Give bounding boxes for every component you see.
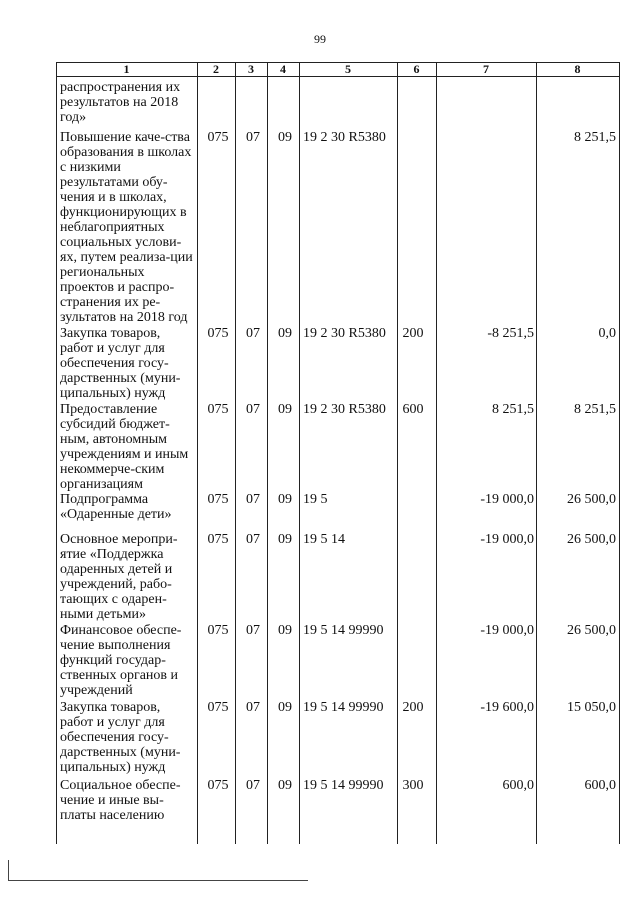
row-c4-cell: 09	[278, 326, 292, 341]
row-c3-cell: 07	[246, 623, 260, 638]
row-c4-cell: 09	[278, 532, 292, 547]
row-c7-cell: 600,0	[502, 778, 534, 793]
row-c3-cell: 07	[246, 532, 260, 547]
row-c5-cell: 19 5 14 99990	[303, 623, 384, 638]
row-name-cell: Закупка товаров, работ и услуг для обеспечения госу-дарственных (муни-ципальных) нужд	[60, 326, 181, 401]
table-border-left	[56, 62, 57, 844]
row-c4-cell: 09	[278, 130, 292, 145]
row-c2-cell: 075	[207, 402, 229, 417]
row-c7-cell: -19 000,0	[480, 623, 534, 638]
row-c3-cell: 07	[246, 130, 260, 145]
row-c8-cell: 8 251,5	[574, 402, 616, 417]
row-c8-cell: 26 500,0	[567, 623, 616, 638]
row-c4-cell: 09	[278, 778, 292, 793]
row-name-cell: Основное меропри-ятие «Поддержка одаренных детей и учреждений, рабо-тающих с одарен-ными детьми»	[60, 532, 178, 622]
column-header-5: 5	[345, 62, 351, 76]
row-name-cell: распространения их результатов на 2018 год»	[60, 80, 181, 125]
column-divider	[397, 62, 398, 844]
column-divider	[197, 62, 198, 844]
row-c2-cell: 075	[207, 623, 229, 638]
row-c5-cell: 19 5 14	[303, 532, 345, 547]
column-header-1: 1	[123, 62, 130, 76]
row-c3-cell: 07	[246, 326, 260, 341]
row-c2-cell: 075	[207, 130, 229, 145]
row-c6-cell: 300	[402, 778, 424, 793]
page-number: 99	[314, 32, 326, 46]
row-c5-cell: 19 5 14 99990	[303, 778, 384, 793]
column-header-3: 3	[248, 62, 254, 76]
row-c6-cell: 600	[402, 402, 424, 417]
row-c5-cell: 19 2 30 R5380	[303, 402, 386, 417]
row-c5-cell: 19 5	[303, 492, 328, 507]
column-header-2: 2	[213, 62, 219, 76]
row-c7-cell: -19 000,0	[480, 532, 534, 547]
column-header-7: 7	[483, 62, 489, 76]
row-c8-cell: 0,0	[598, 326, 616, 341]
row-c6-cell: 200	[402, 700, 424, 715]
row-c2-cell: 075	[207, 778, 229, 793]
column-divider	[299, 62, 300, 844]
row-c8-cell: 600,0	[584, 778, 616, 793]
row-c2-cell: 075	[207, 532, 229, 547]
row-name-cell: Финансовое обеспе-чение выполнения функций государ-ственных органов и учреждений	[60, 623, 182, 698]
row-c4-cell: 09	[278, 623, 292, 638]
row-c8-cell: 15 050,0	[567, 700, 616, 715]
column-divider	[536, 62, 537, 844]
column-header-8: 8	[574, 62, 581, 76]
row-c8-cell: 26 500,0	[567, 492, 616, 507]
column-divider	[436, 62, 437, 844]
row-c7-cell: -19 600,0	[480, 700, 534, 715]
row-c2-cell: 075	[207, 492, 229, 507]
row-c3-cell: 07	[246, 778, 260, 793]
table-border-right	[619, 62, 620, 844]
column-divider	[235, 62, 236, 844]
column-header-4: 4	[280, 62, 286, 76]
row-name-cell: Подпрограмма «Одаренные дети»	[60, 492, 172, 522]
header-bottom-border	[56, 76, 620, 77]
budget-table	[56, 62, 620, 844]
row-c4-cell: 09	[278, 402, 292, 417]
row-c5-cell: 19 5 14 99990	[303, 700, 384, 715]
row-c2-cell: 075	[207, 326, 229, 341]
row-c6-cell: 200	[402, 326, 424, 341]
row-c7-cell: 8 251,5	[492, 402, 534, 417]
row-c7-cell: -8 251,5	[487, 326, 534, 341]
row-name-cell: Социальное обеспе-чение и иные вы-платы населению	[60, 778, 181, 823]
row-c8-cell: 8 251,5	[574, 130, 616, 145]
row-c2-cell: 075	[207, 700, 229, 715]
row-name-cell: Повышение каче-ства образования в школах с низкими результатами обу-чения и в школах, функционирующих в неблагоприятных социальных услови-ях, путем реализа-ции региональных проектов и распро-странения их ре-зультатов на 2018 год	[60, 130, 193, 325]
row-c3-cell: 07	[246, 492, 260, 507]
scan-edge-mark	[8, 860, 9, 880]
row-c5-cell: 19 2 30 R5380	[303, 130, 386, 145]
row-c5-cell: 19 2 30 R5380	[303, 326, 386, 341]
scan-edge-mark	[8, 880, 308, 881]
row-name-cell: Закупка товаров, работ и услуг для обеспечения госу-дарственных (муни-ципальных) нужд	[60, 700, 181, 775]
row-c3-cell: 07	[246, 700, 260, 715]
row-name-cell: Предоставление субсидий бюджет-ным, автономным учреждениям и иным некоммерче-ским организациям	[60, 402, 189, 492]
row-c7-cell: -19 000,0	[480, 492, 534, 507]
column-header-6: 6	[413, 62, 420, 76]
row-c8-cell: 26 500,0	[567, 532, 616, 547]
row-c3-cell: 07	[246, 402, 260, 417]
row-c4-cell: 09	[278, 492, 292, 507]
column-divider	[267, 62, 268, 844]
row-c4-cell: 09	[278, 700, 292, 715]
